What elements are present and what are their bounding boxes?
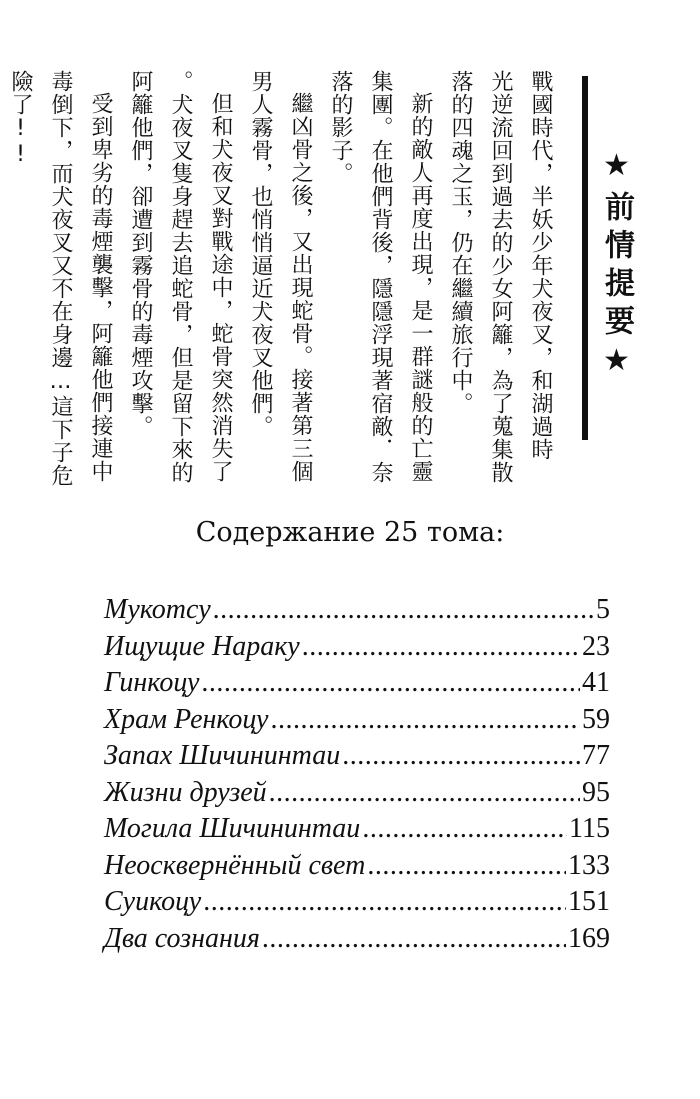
recap-line: 新的敵人再度出現，是一群謎般的亡靈 [408, 92, 433, 483]
toc-dot-leader [262, 923, 566, 955]
toc-entry [104, 850, 610, 887]
toc-entry-page: 59 [582, 703, 610, 735]
toc-entry-title: Жизни друзей [104, 776, 267, 808]
toc-dot-leader [362, 813, 567, 845]
toc-entry-page: 5 [596, 594, 610, 625]
toc-entry-title: Мукотсу [104, 594, 211, 625]
story-recap [8, 70, 660, 487]
table-of-contents [104, 594, 610, 959]
recap-line: 男人霧骨，也悄悄逼近犬夜叉他們。 [248, 70, 273, 438]
toc-entry-title: Гинкоцу [104, 667, 200, 698]
toc-dot-leader [270, 704, 580, 736]
recap-line: 落的四魂之玉，仍在繼續旅行中。 [448, 70, 473, 415]
recap-line: 集團。在他們背後，隱隱浮現著宿敵．奈 [368, 70, 393, 484]
toc-entry-page: 151 [568, 886, 610, 917]
toc-entry [104, 667, 610, 704]
toc-entry-page: 169 [568, 922, 610, 954]
recap-line: 落的影子。 [328, 70, 353, 185]
recap-line: 阿籬他們，卻遭到霧骨的毒煙攻擊。 [128, 70, 153, 438]
toc-entry-page: 77 [582, 740, 610, 771]
toc-entry-title: Суикоцу [104, 886, 202, 917]
recap-line: 險了!! [8, 70, 33, 168]
toc-entry [104, 631, 610, 668]
toc-entry [104, 704, 610, 741]
recap-line: 光逆流回到過去的少女阿籬，為了蒐集散 [488, 70, 513, 484]
toc-entry-title: Могила Шичининтаи [104, 813, 361, 844]
toc-dot-leader [269, 777, 580, 809]
toc-entry [104, 813, 610, 850]
toc-dot-leader [203, 886, 566, 918]
toc-dot-leader [367, 850, 566, 882]
toc-entry-page: 95 [582, 776, 610, 808]
recap-line: 繼凶骨之後，又出現蛇骨。接著第三個 [288, 92, 313, 483]
toc-entry-page: 133 [568, 849, 610, 881]
recap-title: ★前情提要★ [599, 148, 634, 386]
recap-divider-bar [582, 76, 588, 440]
toc-entry-title: Запах Шичининтаи [104, 740, 341, 771]
recap-text [0, 70, 560, 487]
toc-entry-page: 23 [582, 630, 610, 662]
toc-entry-title: Неосквернённый свет [104, 849, 366, 881]
recap-line: 。犬夜叉隻身趕去追蛇骨，但是留下來的 [168, 70, 193, 484]
toc-entry [104, 594, 610, 631]
toc-entry-title: Храм Ренкоцу [104, 703, 269, 735]
toc-heading: Содержание 25 тома: [195, 517, 505, 548]
toc-entry [104, 923, 610, 960]
recap-line: 毒倒下，而犬夜叉又不在身邊…這下子危 [48, 70, 73, 487]
toc-entry-title: Два сознания [104, 922, 260, 954]
toc-dot-leader [302, 631, 580, 663]
toc-entry-title: Ищущие Нараку [104, 630, 300, 662]
recap-line: 戰國時代，半妖少年犬夜叉，和湖過時 [528, 70, 553, 461]
toc-entry [104, 777, 610, 814]
toc-entry [104, 886, 610, 923]
toc-entry-page: 115 [569, 813, 610, 844]
toc-entry-page: 41 [582, 667, 610, 698]
recap-line: 但和犬夜叉對戰途中，蛇骨突然消失了 [208, 92, 233, 483]
recap-line: 受到卑劣的毒煙襲擊，阿籬他們接連中 [88, 92, 113, 483]
recap-header [582, 70, 640, 440]
toc-dot-leader [342, 740, 580, 772]
toc-dot-leader [213, 594, 594, 626]
toc-entry [104, 740, 610, 777]
toc-dot-leader [201, 667, 580, 699]
